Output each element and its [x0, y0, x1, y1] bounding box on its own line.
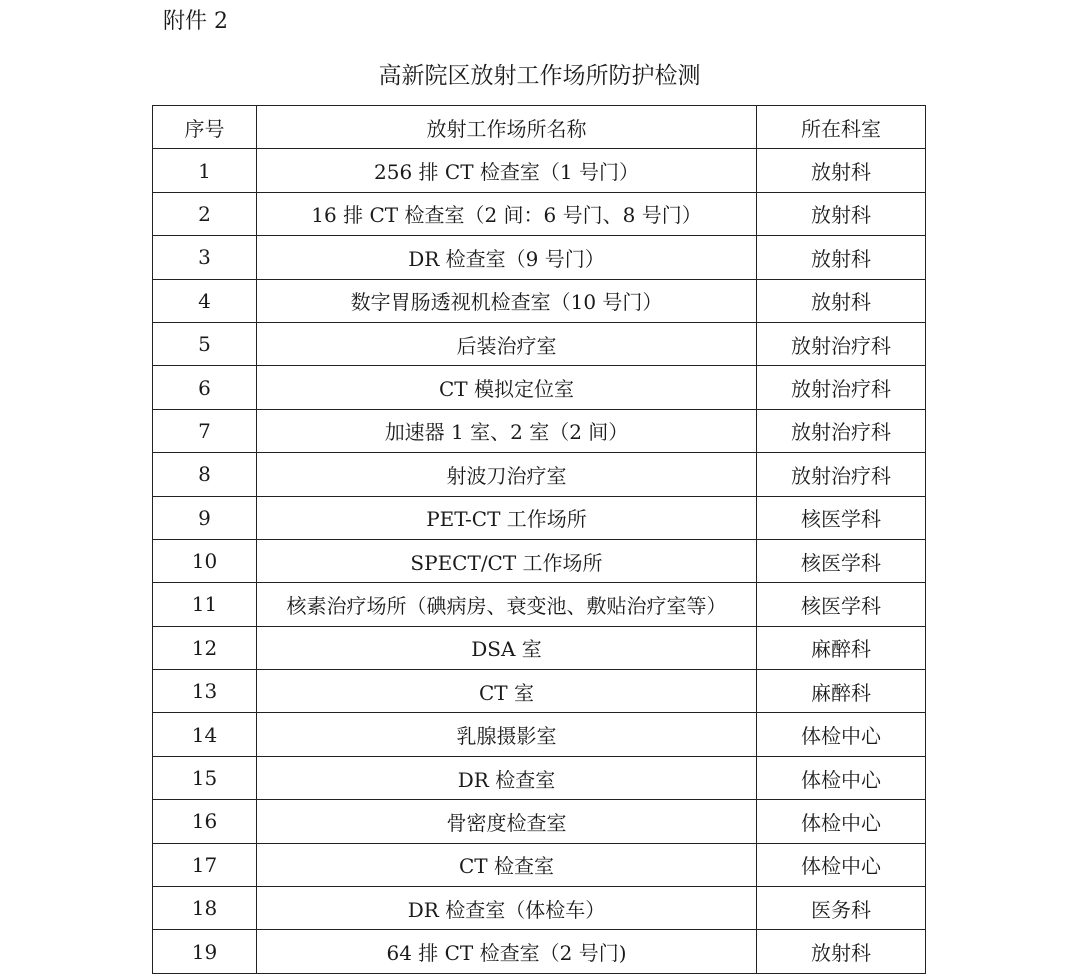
table-header — [153, 106, 926, 149]
table-row — [153, 930, 926, 973]
cell-number: 7 — [153, 409, 257, 452]
cell-number: 3 — [153, 236, 257, 279]
cell-department: 麻醉科 — [757, 626, 926, 669]
table-row — [153, 626, 926, 669]
cell-facility-name: PET-CT 工作场所 — [257, 496, 757, 539]
table-row — [153, 756, 926, 799]
column-header-number: 序号 — [153, 106, 257, 149]
cell-facility-name: DR 检查室（9 号门） — [257, 236, 757, 279]
column-header-facility-name: 放射工作场所名称 — [257, 106, 757, 149]
table-row — [153, 366, 926, 409]
document-title: 高新院区放射工作场所防护检测 — [378, 63, 701, 89]
cell-number: 6 — [153, 366, 257, 409]
cell-department: 核医学科 — [757, 496, 926, 539]
attachment-label: 附件 2 — [163, 9, 228, 34]
cell-department: 核医学科 — [757, 539, 926, 582]
table-row — [153, 713, 926, 756]
cell-department: 体检中心 — [757, 756, 926, 799]
cell-number: 2 — [153, 192, 257, 235]
cell-facility-name: CT 室 — [257, 670, 757, 713]
table-row — [153, 149, 926, 192]
cell-department: 放射治疗科 — [757, 453, 926, 496]
table-row — [153, 539, 926, 582]
cell-facility-name: DR 检查室 — [257, 756, 757, 799]
cell-department: 核医学科 — [757, 583, 926, 626]
cell-department: 体检中心 — [757, 843, 926, 886]
cell-department: 体检中心 — [757, 800, 926, 843]
table-row — [153, 322, 926, 365]
cell-number: 17 — [153, 843, 257, 886]
table-row — [153, 192, 926, 235]
cell-department: 放射科 — [757, 236, 926, 279]
table-row — [153, 409, 926, 452]
cell-facility-name: SPECT/CT 工作场所 — [257, 539, 757, 582]
cell-department: 麻醉科 — [757, 670, 926, 713]
cell-department: 放射科 — [757, 930, 926, 973]
cell-facility-name: 乳腺摄影室 — [257, 713, 757, 756]
cell-facility-name: 16 排 CT 检查室（2 间：6 号门、8 号门） — [257, 192, 757, 235]
cell-department: 放射科 — [757, 149, 926, 192]
cell-number: 18 — [153, 887, 257, 930]
table-row — [153, 453, 926, 496]
header-row — [153, 106, 926, 149]
cell-number: 5 — [153, 322, 257, 365]
cell-facility-name: CT 检查室 — [257, 843, 757, 886]
table-row — [153, 843, 926, 886]
cell-department: 医务科 — [757, 887, 926, 930]
table-row — [153, 887, 926, 930]
cell-facility-name: DR 检查室（体检车） — [257, 887, 757, 930]
cell-department: 放射科 — [757, 192, 926, 235]
column-header-department: 所在科室 — [757, 106, 926, 149]
cell-number: 19 — [153, 930, 257, 973]
cell-number: 15 — [153, 756, 257, 799]
cell-facility-name: 射波刀治疗室 — [257, 453, 757, 496]
cell-number: 13 — [153, 670, 257, 713]
cell-department: 体检中心 — [757, 713, 926, 756]
cell-facility-name: 256 排 CT 检查室（1 号门） — [257, 149, 757, 192]
cell-facility-name: CT 模拟定位室 — [257, 366, 757, 409]
facility-table — [152, 105, 926, 974]
table-row — [153, 670, 926, 713]
cell-department: 放射治疗科 — [757, 322, 926, 365]
cell-number: 10 — [153, 539, 257, 582]
cell-number: 8 — [153, 453, 257, 496]
table-row — [153, 496, 926, 539]
table-row — [153, 800, 926, 843]
cell-facility-name: 64 排 CT 检查室（2 号门) — [257, 930, 757, 973]
cell-facility-name: 加速器 1 室、2 室（2 间） — [257, 409, 757, 452]
cell-facility-name: 数字胃肠透视机检查室（10 号门） — [257, 279, 757, 322]
cell-department: 放射科 — [757, 279, 926, 322]
cell-number: 16 — [153, 800, 257, 843]
cell-number: 14 — [153, 713, 257, 756]
cell-number: 4 — [153, 279, 257, 322]
cell-facility-name: 核素治疗场所（碘病房、衰变池、敷贴治疗室等） — [257, 583, 757, 626]
cell-number: 9 — [153, 496, 257, 539]
table-row — [153, 236, 926, 279]
cell-number: 1 — [153, 149, 257, 192]
cell-number: 11 — [153, 583, 257, 626]
cell-department: 放射治疗科 — [757, 409, 926, 452]
cell-department: 放射治疗科 — [757, 366, 926, 409]
cell-facility-name: 后装治疗室 — [257, 322, 757, 365]
table-body — [153, 149, 926, 973]
table-row — [153, 583, 926, 626]
cell-facility-name: 骨密度检查室 — [257, 800, 757, 843]
cell-facility-name: DSA 室 — [257, 626, 757, 669]
table-row — [153, 279, 926, 322]
cell-number: 12 — [153, 626, 257, 669]
